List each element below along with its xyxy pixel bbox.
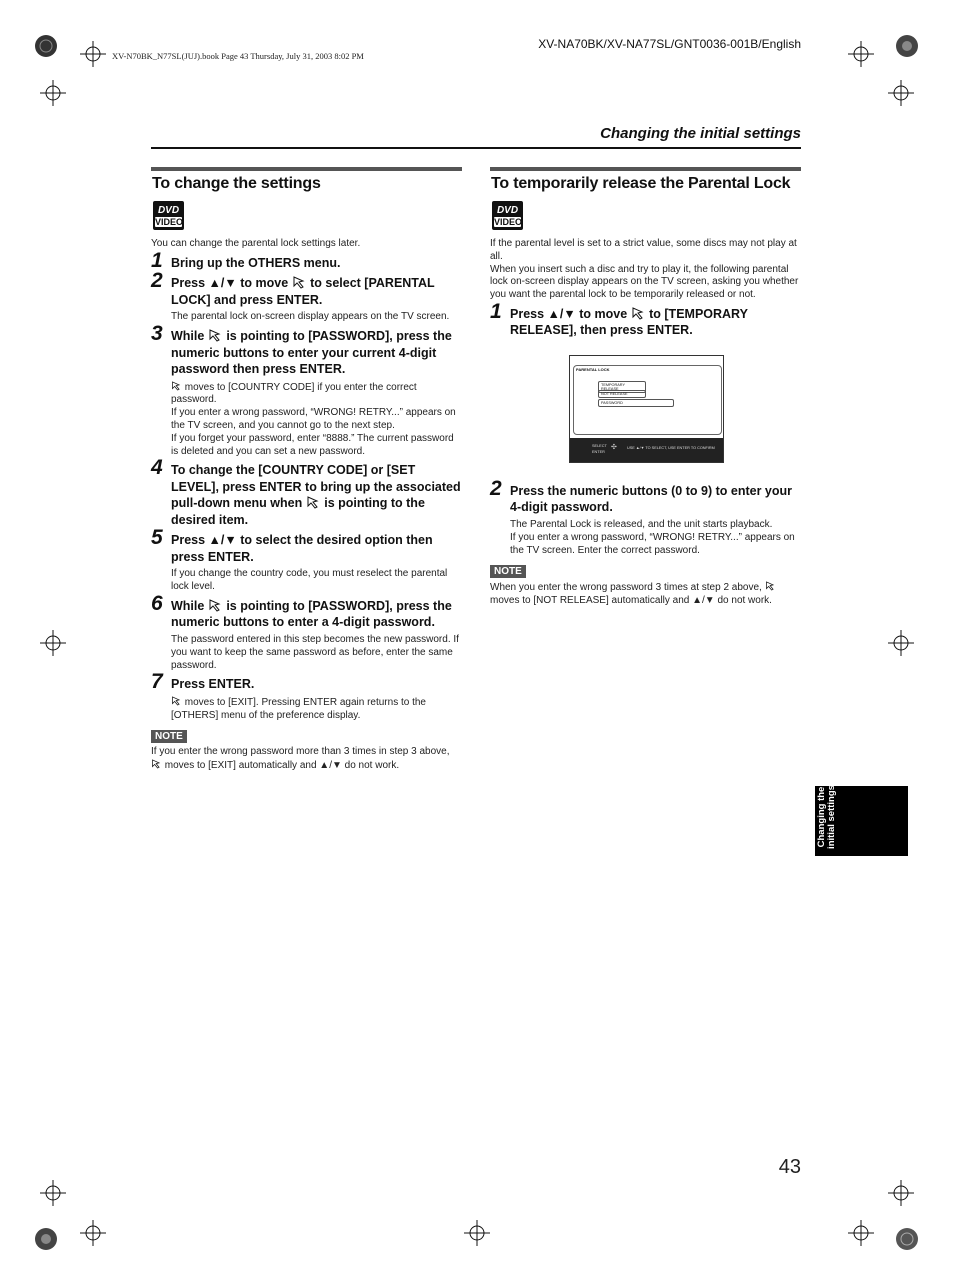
- pointer-cursor-icon: [292, 276, 307, 289]
- step-1: 1 Press ▲/▼ to move to [TEMPORARY RELEASE], then press ENTER.: [490, 299, 748, 338]
- pointer-cursor-icon: [208, 329, 223, 342]
- crosshair-icon: [888, 80, 914, 106]
- note-text: When you enter the wrong password 3 times at step 2 above, moves to [NOT RELEASE] automatically and ▲/▼ do not work.: [490, 581, 801, 608]
- registration-mark-icon: [894, 33, 920, 59]
- crosshair-icon: [40, 630, 66, 656]
- side-tab: Changing the initial settings: [815, 786, 908, 856]
- heading-change-settings: To change the settings: [152, 175, 321, 192]
- step-2: 2 Press ▲/▼ to move to select [PARENTAL LOCK] and press ENTER. The parental lock on-screen display appears on the TV screen.: [151, 269, 450, 323]
- print-file-line: XV-N70BK_N77SL(JUJ).book Page 43 Thursday, July 31, 2003 8:02 PM: [112, 51, 364, 61]
- heading-temporary-release: To temporarily release the Parental Lock: [491, 175, 791, 192]
- screen-title: PARENTAL LOCK: [576, 366, 610, 372]
- crosshair-icon: [40, 1180, 66, 1206]
- note-text: If you enter the wrong password more than 3 times in step 3 above, moves to [EXIT] automatically and ▲/▼ do not work.: [151, 746, 450, 772]
- step-5: 5 Press ▲/▼ to select the desired option then press ENTER. If you change the country code, you must reselect the parental lock level.: [151, 526, 448, 593]
- pointer-cursor-icon: [631, 307, 646, 320]
- note-badge: NOTE: [490, 565, 526, 578]
- pointer-cursor-icon: [208, 599, 223, 612]
- crosshair-icon: [888, 630, 914, 656]
- step-6: 6 While is pointing to [PASSWORD], press the numeric buttons to enter a 4-digit password. The password entered in this step becomes the new password. If you want to keep the same password as before, enter the same password.: [151, 591, 459, 671]
- screen-footer: SELECT ENTER ✣ USE ▲/▼ TO SELECT, USE ENTER TO CONFIRM: [570, 438, 723, 462]
- option-not-release: NOT RELEASE: [598, 390, 646, 398]
- step-7: 7 Press ENTER. moves to [EXIT]. Pressing ENTER again returns to the [OTHERS] menu of the preference display.: [151, 670, 426, 721]
- right-column: [490, 167, 801, 608]
- step-3: 3 While is pointing to [PASSWORD], press the numeric buttons to enter your current 4-digit password then press ENTER. moves to [COUNTRY CODE] if you enter the correct password. If you enter a wrong password, “WRONG! RETRY...” appears on the TV screen, and you cannot go to the next step. If you forget your password, enter “8888.” The current password is deleted and you can set a new password.: [151, 322, 456, 457]
- header-rule: [151, 147, 801, 149]
- crosshair-icon: [80, 41, 106, 67]
- intro-text: You can change the parental lock settings later.: [151, 238, 361, 249]
- step-4: 4 To change the [COUNTRY CODE] or [SET LEVEL], press ENTER to bring up the associated pull-down menu when is pointing to the desired item.: [151, 456, 461, 527]
- crosshair-icon: [464, 1220, 490, 1246]
- left-column: [151, 167, 462, 773]
- crosshair-icon: [80, 1220, 106, 1246]
- joystick-icon: ✣: [611, 443, 617, 451]
- page-number: 43: [778, 1156, 801, 1178]
- pointer-cursor-icon: [151, 759, 162, 769]
- registration-mark-icon: [894, 1226, 920, 1252]
- registration-mark-icon: [33, 33, 59, 59]
- crosshair-icon: [848, 1220, 874, 1246]
- step-1: 1 Bring up the OTHERS menu.: [151, 248, 341, 272]
- dvd-video-icon: DVD VIDEO: [153, 201, 184, 230]
- note-badge: NOTE: [151, 730, 187, 743]
- pointer-cursor-icon: [171, 696, 182, 706]
- model-line: XV-NA70BK/XV-NA77SL/GNT0036-001B/English: [538, 37, 801, 51]
- option-password: PASSWORD: [598, 399, 674, 407]
- step-2: 2 Press the numeric buttons (0 to 9) to enter your 4-digit password. The Parental Lock is released, and the unit starts playback. If you enter a wrong password, “WRONG! RETRY...” appears on the TV screen. Enter the correct password.: [490, 476, 795, 556]
- column-bar: [490, 167, 801, 171]
- option-temporary-release: TEMPORARY RELEASE: [598, 381, 646, 393]
- column-bar: [151, 167, 462, 171]
- crosshair-icon: [888, 1180, 914, 1206]
- crosshair-icon: [848, 41, 874, 67]
- pointer-cursor-icon: [171, 381, 182, 391]
- dvd-video-icon: DVD VIDEO: [492, 201, 523, 230]
- intro-text: If the parental level is set to a strict value, some discs may not play at all. When you insert such a disc and try to play it, the following parental lock on-screen display appears on the TV screen, asking you whether you want the parental lock to be temporarily released or not.: [490, 238, 799, 301]
- pointer-cursor-icon: [306, 496, 321, 509]
- crosshair-icon: [40, 80, 66, 106]
- parental-lock-screen: [569, 355, 724, 463]
- registration-mark-icon: [33, 1226, 59, 1252]
- section-title: Changing the initial settings: [600, 125, 801, 142]
- pointer-cursor-icon: [765, 581, 776, 591]
